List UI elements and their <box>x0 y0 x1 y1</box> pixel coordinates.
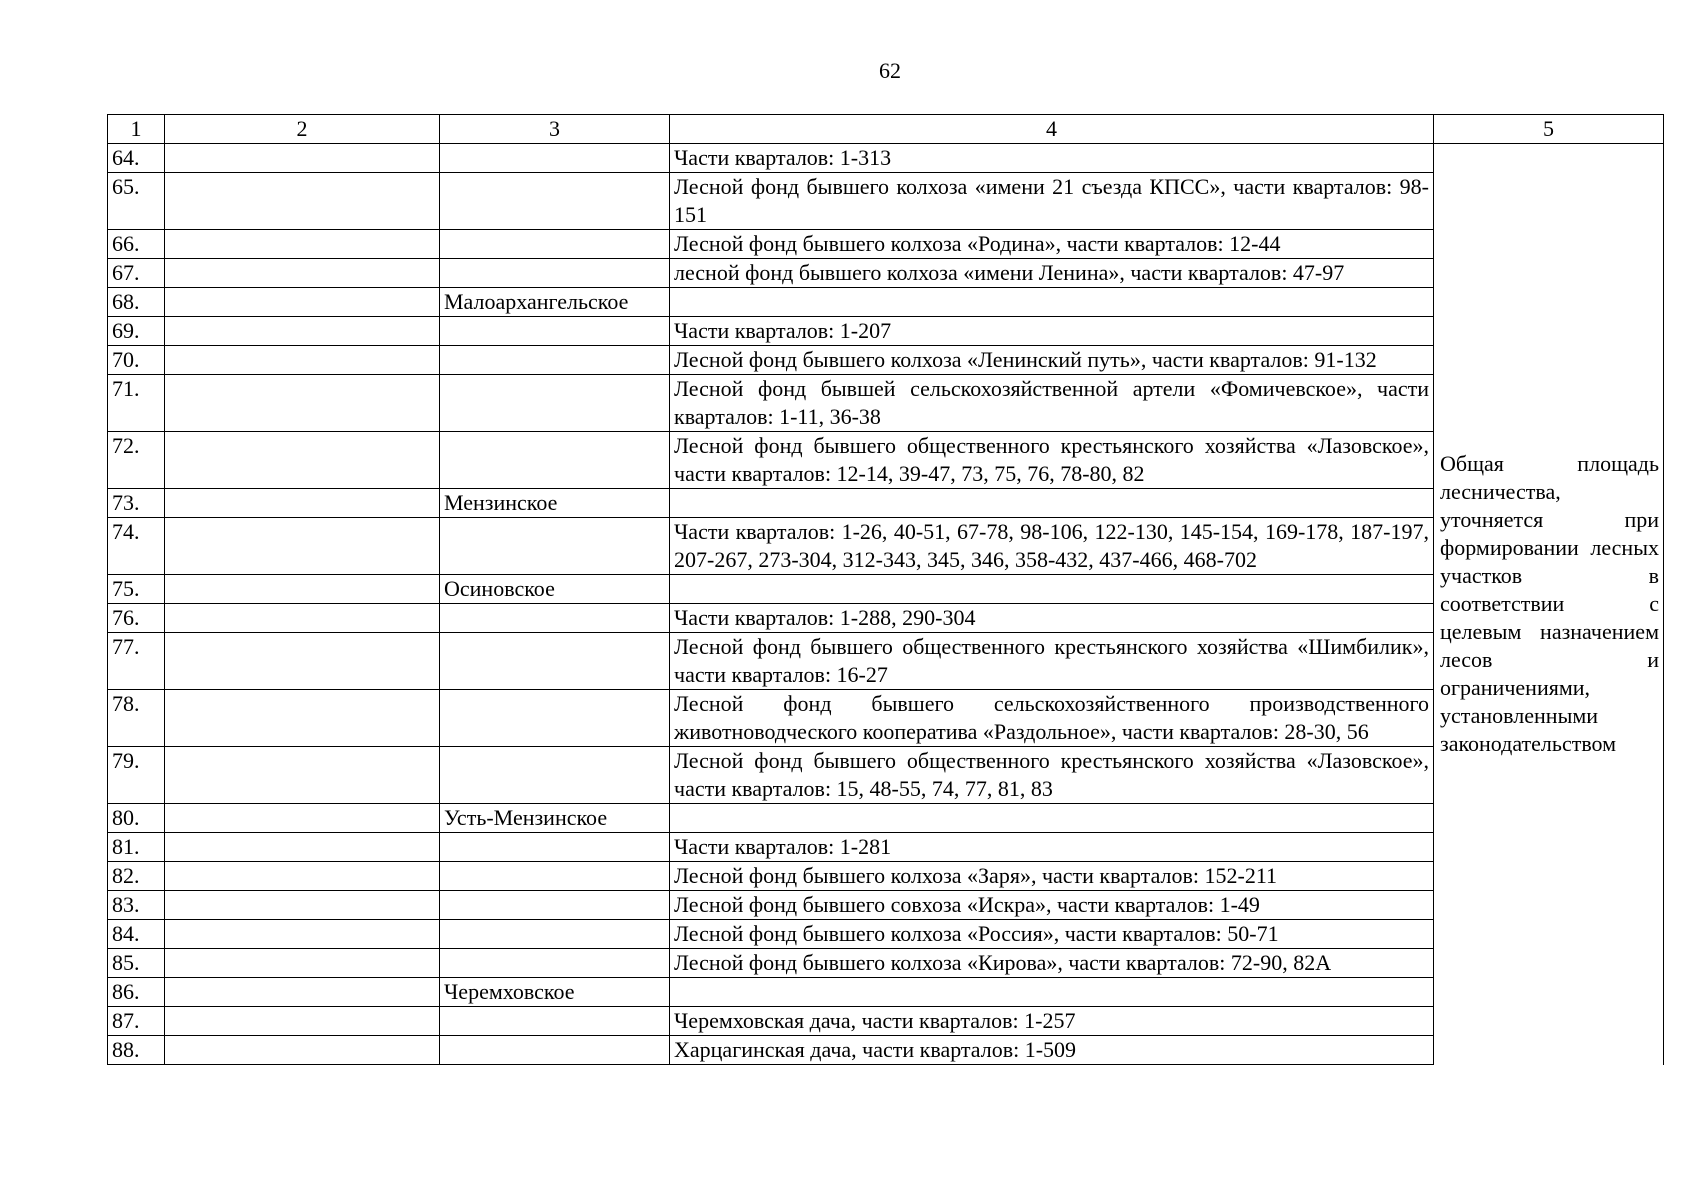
quarters-description-cell: Лесной фонд бывшего колхоза «имени 21 съезда КПСС», части кварталов: 98-151 <box>670 173 1434 230</box>
district-name-cell <box>440 1036 670 1065</box>
district-name-cell <box>440 833 670 862</box>
quarters-description-cell <box>670 288 1434 317</box>
column-2-cell <box>165 804 440 833</box>
table-row <box>108 690 1664 747</box>
district-name-cell <box>440 747 670 804</box>
district-name-cell: Малоархангельское <box>440 288 670 317</box>
column-2-cell <box>165 144 440 173</box>
table-row <box>108 833 1664 862</box>
table-row <box>108 375 1664 432</box>
column-2-cell <box>165 833 440 862</box>
column-2-cell <box>165 288 440 317</box>
district-name-cell <box>440 346 670 375</box>
column-2-cell <box>165 1036 440 1065</box>
quarters-description-cell: Части кварталов: 1-313 <box>670 144 1434 173</box>
table-row <box>108 747 1664 804</box>
quarters-description-cell: Лесной фонд бывшего колхоза «Кирова», части кварталов: 72-90, 82А <box>670 949 1434 978</box>
header-cell-5: 5 <box>1434 115 1664 144</box>
row-number-cell: 88. <box>108 1036 165 1065</box>
row-number-cell: 87. <box>108 1007 165 1036</box>
table-row <box>108 575 1664 604</box>
district-name-cell: Осиновское <box>440 575 670 604</box>
quarters-description-cell: Черемховская дача, части кварталов: 1-257 <box>670 1007 1434 1036</box>
quarters-description-cell: Лесной фонд бывшего общественного крестьянского хозяйства «Лазовское», части кварталов: 12-14, 39-47, 73, 75, 76, 78-80, 82 <box>670 432 1434 489</box>
row-number-cell: 83. <box>108 891 165 920</box>
quarters-description-cell: Части кварталов: 1-288, 290-304 <box>670 604 1434 633</box>
district-name-cell <box>440 432 670 489</box>
district-name-cell <box>440 230 670 259</box>
total-area-note-cell: Общая площадь лесничества, уточняется при формировании лесных участков в соответствии с целевым назначением лесов и ограничениями, установленными законодательством <box>1434 144 1664 1065</box>
column-2-cell <box>165 375 440 432</box>
row-number-cell: 73. <box>108 489 165 518</box>
column-2-cell <box>165 690 440 747</box>
district-name-cell: Усть-Мензинское <box>440 804 670 833</box>
district-name-cell <box>440 317 670 346</box>
table-row <box>108 173 1664 230</box>
quarters-description-cell: Лесной фонд бывшего колхоза «Родина», части кварталов: 12-44 <box>670 230 1434 259</box>
row-number-cell: 78. <box>108 690 165 747</box>
table-row <box>108 1036 1664 1065</box>
table-row <box>108 288 1664 317</box>
quarters-description-cell: Лесной фонд бывшего сельскохозяйственного производственного животноводческого кооператива «Раздольное», части кварталов: 28-30, 56 <box>670 690 1434 747</box>
column-2-cell <box>165 891 440 920</box>
quarters-description-cell: Лесной фонд бывшего колхоза «Ленинский путь», части кварталов: 91-132 <box>670 346 1434 375</box>
column-2-cell <box>165 604 440 633</box>
row-number-cell: 64. <box>108 144 165 173</box>
row-number-cell: 71. <box>108 375 165 432</box>
district-name-cell <box>440 862 670 891</box>
row-number-cell: 74. <box>108 518 165 575</box>
header-cell-2: 2 <box>165 115 440 144</box>
table-row <box>108 144 1664 173</box>
column-2-cell <box>165 432 440 489</box>
row-number-cell: 80. <box>108 804 165 833</box>
district-name-cell <box>440 633 670 690</box>
quarters-description-cell <box>670 489 1434 518</box>
row-number-cell: 79. <box>108 747 165 804</box>
quarters-description-cell: Лесной фонд бывшего общественного крестьянского хозяйства «Лазовское», части кварталов: 15, 48-55, 74, 77, 81, 83 <box>670 747 1434 804</box>
column-2-cell <box>165 949 440 978</box>
district-name-cell <box>440 891 670 920</box>
row-number-cell: 68. <box>108 288 165 317</box>
column-2-cell <box>165 346 440 375</box>
quarters-description-cell: Части кварталов: 1-281 <box>670 833 1434 862</box>
column-2-cell <box>165 978 440 1007</box>
row-number-cell: 65. <box>108 173 165 230</box>
table-row <box>108 230 1664 259</box>
district-name-cell: Мензинское <box>440 489 670 518</box>
quarters-description-cell: лесной фонд бывшего колхоза «имени Ленина», части кварталов: 47-97 <box>670 259 1434 288</box>
row-number-cell: 86. <box>108 978 165 1007</box>
table-row <box>108 978 1664 1007</box>
row-number-cell: 82. <box>108 862 165 891</box>
table-header-row <box>108 115 1664 144</box>
quarters-description-cell: Части кварталов: 1-26, 40-51, 67-78, 98-106, 122-130, 145-154, 169-178, 187-197, 207-267, 273-304, 312-343, 345, 346, 358-432, 437-466, 468-702 <box>670 518 1434 575</box>
row-number-cell: 81. <box>108 833 165 862</box>
header-cell-3: 3 <box>440 115 670 144</box>
row-number-cell: 85. <box>108 949 165 978</box>
column-2-cell <box>165 575 440 604</box>
column-2-cell <box>165 920 440 949</box>
row-number-cell: 66. <box>108 230 165 259</box>
table-row <box>108 920 1664 949</box>
table-row <box>108 489 1664 518</box>
row-number-cell: 70. <box>108 346 165 375</box>
quarters-description-cell <box>670 978 1434 1007</box>
table-row <box>108 604 1664 633</box>
row-number-cell: 69. <box>108 317 165 346</box>
row-number-cell: 75. <box>108 575 165 604</box>
forestry-table <box>107 114 1664 1065</box>
district-name-cell <box>440 259 670 288</box>
column-2-cell <box>165 230 440 259</box>
quarters-description-cell: Лесной фонд бывшего колхоза «Заря», части кварталов: 152-211 <box>670 862 1434 891</box>
row-number-cell: 84. <box>108 920 165 949</box>
table-row <box>108 317 1664 346</box>
row-number-cell: 76. <box>108 604 165 633</box>
district-name-cell <box>440 949 670 978</box>
district-name-cell <box>440 604 670 633</box>
district-name-cell <box>440 375 670 432</box>
page-number: 62 <box>879 58 901 83</box>
district-name-cell: Черемховское <box>440 978 670 1007</box>
quarters-description-cell <box>670 804 1434 833</box>
column-2-cell <box>165 633 440 690</box>
column-2-cell <box>165 259 440 288</box>
district-name-cell <box>440 144 670 173</box>
quarters-description-cell: Лесной фонд бывшего колхоза «Россия», части кварталов: 50-71 <box>670 920 1434 949</box>
district-name-cell <box>440 920 670 949</box>
district-name-cell <box>440 1007 670 1036</box>
table-row <box>108 804 1664 833</box>
column-2-cell <box>165 862 440 891</box>
header-cell-1: 1 <box>108 115 165 144</box>
table-row <box>108 862 1664 891</box>
quarters-description-cell <box>670 575 1434 604</box>
table-row <box>108 633 1664 690</box>
column-2-cell <box>165 173 440 230</box>
column-2-cell <box>165 1007 440 1036</box>
column-2-cell <box>165 747 440 804</box>
row-number-cell: 72. <box>108 432 165 489</box>
table-row <box>108 891 1664 920</box>
quarters-description-cell: Лесной фонд бывшего совхоза «Искра», части кварталов: 1-49 <box>670 891 1434 920</box>
district-name-cell <box>440 518 670 575</box>
column-2-cell <box>165 518 440 575</box>
table-row <box>108 432 1664 489</box>
quarters-description-cell: Харцагинская дача, части кварталов: 1-509 <box>670 1036 1434 1065</box>
table-row <box>108 346 1664 375</box>
quarters-description-cell: Части кварталов: 1-207 <box>670 317 1434 346</box>
district-name-cell <box>440 173 670 230</box>
row-number-cell: 77. <box>108 633 165 690</box>
table-row <box>108 949 1664 978</box>
table-row <box>108 1007 1664 1036</box>
table-row <box>108 518 1664 575</box>
quarters-description-cell: Лесной фонд бывшего общественного крестьянского хозяйства «Шимбилик», части кварталов: 16-27 <box>670 633 1434 690</box>
header-cell-4: 4 <box>670 115 1434 144</box>
table-row <box>108 259 1664 288</box>
quarters-description-cell: Лесной фонд бывшей сельскохозяйственной артели «Фомичевское», части кварталов: 1-11, 36-38 <box>670 375 1434 432</box>
row-number-cell: 67. <box>108 259 165 288</box>
district-name-cell <box>440 690 670 747</box>
column-2-cell <box>165 317 440 346</box>
column-2-cell <box>165 489 440 518</box>
